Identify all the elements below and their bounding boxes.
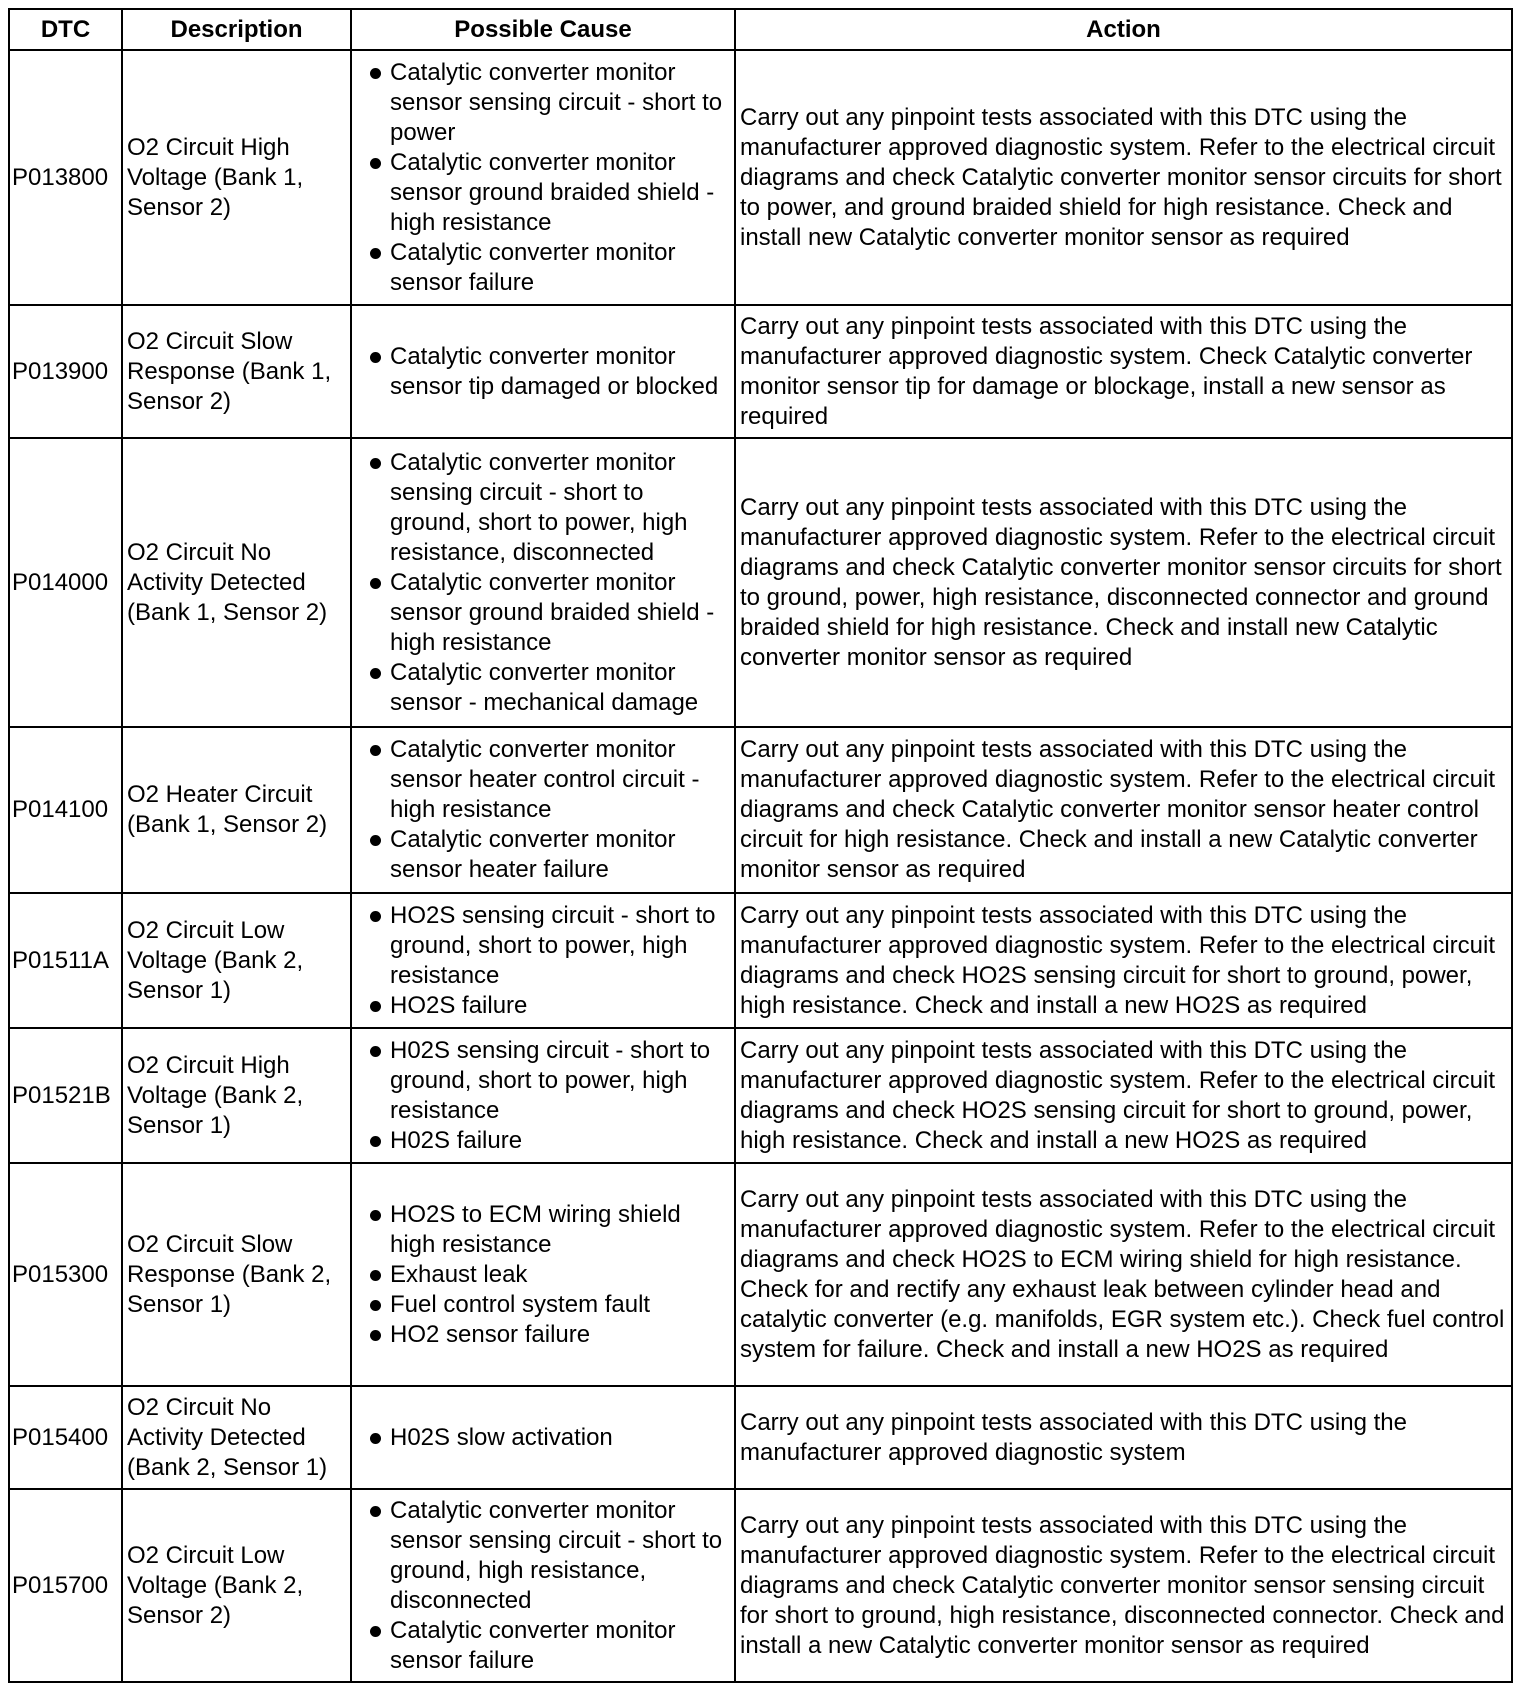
possible-causes <box>351 893 735 1028</box>
action-text: Carry out any pinpoint tests associated with this DTC using the manufacturer approved diagnostic system. Refer to the electrical circuit diagrams and check Catalytic converter monitor sensor circuits for short to power, and ground braided shield for high resistance. Check and install new Catalytic converter monitor sensor as required <box>735 50 1512 305</box>
dtc-table <box>8 8 1513 1683</box>
header-dtc: DTC <box>9 9 122 50</box>
cause-list <box>356 1200 730 1350</box>
cause-list <box>356 901 730 1021</box>
dtc-code: P015400 <box>9 1386 122 1489</box>
cause-list <box>356 1036 730 1156</box>
cause-item: Catalytic converter monitor sensor ground braided shield - high resistance <box>356 148 730 238</box>
action-text: Carry out any pinpoint tests associated with this DTC using the manufacturer approved diagnostic system. Refer to the electrical circuit diagrams and check Catalytic converter monitor sensor heater control circuit for high resistance. Check and install a new Catalytic converter monitor sensor as required <box>735 727 1512 893</box>
cause-list <box>356 735 730 885</box>
header-possible-cause: Possible Cause <box>351 9 735 50</box>
cause-item: H02S slow activation <box>356 1423 730 1453</box>
cause-item: Catalytic converter monitor sensor ground braided shield - high resistance <box>356 568 730 658</box>
dtc-description: O2 Circuit Slow Response (Bank 2, Sensor 1) <box>122 1163 351 1386</box>
cause-item: HO2S sensing circuit - short to ground, short to power, high resistance <box>356 901 730 991</box>
possible-causes <box>351 305 735 438</box>
dtc-code: P013900 <box>9 305 122 438</box>
dtc-code: P01511A <box>9 893 122 1028</box>
table-row <box>9 50 1512 305</box>
table-row <box>9 1163 1512 1386</box>
dtc-description: O2 Circuit High Voltage (Bank 2, Sensor 1) <box>122 1028 351 1163</box>
cause-list <box>356 342 730 402</box>
action-text: Carry out any pinpoint tests associated with this DTC using the manufacturer approved diagnostic system. Refer to the electrical circuit diagrams and check HO2S to ECM wiring shield for high resistance. Check for and rectify any exhaust leak between cylinder head and catalytic converter (e.g. manifolds, EGR system etc.). Check fuel control system for failure. Check and install a new HO2S as required <box>735 1163 1512 1386</box>
cause-item: H02S failure <box>356 1126 730 1156</box>
cause-item: HO2 sensor failure <box>356 1320 730 1350</box>
cause-list <box>356 448 730 718</box>
possible-causes <box>351 1386 735 1489</box>
dtc-description: O2 Circuit No Activity Detected (Bank 2, Sensor 1) <box>122 1386 351 1489</box>
header-action: Action <box>735 9 1512 50</box>
table-row <box>9 305 1512 438</box>
cause-item: Exhaust leak <box>356 1260 730 1290</box>
table-row <box>9 438 1512 727</box>
possible-causes <box>351 438 735 727</box>
cause-list <box>356 58 730 298</box>
cause-item: HO2S to ECM wiring shield high resistance <box>356 1200 730 1260</box>
dtc-code: P015300 <box>9 1163 122 1386</box>
possible-causes <box>351 50 735 305</box>
action-text: Carry out any pinpoint tests associated with this DTC using the manufacturer approved diagnostic system. Refer to the electrical circuit diagrams and check HO2S sensing circuit for short to ground, power, high resistance. Check and install a new HO2S as required <box>735 893 1512 1028</box>
action-text: Carry out any pinpoint tests associated with this DTC using the manufacturer approved diagnostic system <box>735 1386 1512 1489</box>
cause-list <box>356 1496 730 1676</box>
cause-item: Catalytic converter monitor sensor heater failure <box>356 825 730 885</box>
cause-item: Catalytic converter monitor sensor sensing circuit - short to power <box>356 58 730 148</box>
action-text: Carry out any pinpoint tests associated with this DTC using the manufacturer approved diagnostic system. Check Catalytic converter monitor sensor tip for damage or blockage, install a new sensor as required <box>735 305 1512 438</box>
table-row <box>9 727 1512 893</box>
dtc-code: P01521B <box>9 1028 122 1163</box>
action-text: Carry out any pinpoint tests associated with this DTC using the manufacturer approved diagnostic system. Refer to the electrical circuit diagrams and check HO2S sensing circuit for short to ground, power, high resistance. Check and install a new HO2S as required <box>735 1028 1512 1163</box>
cause-item: Fuel control system fault <box>356 1290 730 1320</box>
cause-item: Catalytic converter monitor sensor failure <box>356 238 730 298</box>
dtc-code: P014000 <box>9 438 122 727</box>
header-description: Description <box>122 9 351 50</box>
table-row <box>9 1028 1512 1163</box>
cause-item: Catalytic converter monitor sensor tip damaged or blocked <box>356 342 730 402</box>
possible-causes <box>351 727 735 893</box>
cause-item: H02S sensing circuit - short to ground, short to power, high resistance <box>356 1036 730 1126</box>
cause-item: HO2S failure <box>356 991 730 1021</box>
dtc-description: O2 Circuit High Voltage (Bank 1, Sensor 2) <box>122 50 351 305</box>
possible-causes <box>351 1028 735 1163</box>
dtc-description: O2 Heater Circuit (Bank 1, Sensor 2) <box>122 727 351 893</box>
action-text: Carry out any pinpoint tests associated with this DTC using the manufacturer approved diagnostic system. Refer to the electrical circuit diagrams and check Catalytic converter monitor sensor sensing circuit for short to ground, high resistance, disconnected connector. Check and install a new Catalytic converter monitor sensor as required <box>735 1489 1512 1682</box>
dtc-description: O2 Circuit Low Voltage (Bank 2, Sensor 1) <box>122 893 351 1028</box>
action-text: Carry out any pinpoint tests associated with this DTC using the manufacturer approved diagnostic system. Refer to the electrical circuit diagrams and check Catalytic converter monitor sensor circuits for short to ground, power, high resistance, disconnected connector and ground braided shield for high resistance. Check and install new Catalytic converter monitor sensor as required <box>735 438 1512 727</box>
cause-item: Catalytic converter monitor sensor - mechanical damage <box>356 658 730 718</box>
dtc-description: O2 Circuit Low Voltage (Bank 2, Sensor 2) <box>122 1489 351 1682</box>
possible-causes <box>351 1163 735 1386</box>
cause-list <box>356 1423 730 1453</box>
table-row <box>9 893 1512 1028</box>
table-row <box>9 1489 1512 1682</box>
table-body <box>9 50 1512 1682</box>
dtc-description: O2 Circuit Slow Response (Bank 1, Sensor 2) <box>122 305 351 438</box>
header-row <box>9 9 1512 50</box>
cause-item: Catalytic converter monitor sensing circuit - short to ground, short to power, high resistance, disconnected <box>356 448 730 568</box>
cause-item: Catalytic converter monitor sensor failure <box>356 1616 730 1676</box>
table-row <box>9 1386 1512 1489</box>
dtc-code: P013800 <box>9 50 122 305</box>
cause-item: Catalytic converter monitor sensor sensing circuit - short to ground, high resistance, disconnected <box>356 1496 730 1616</box>
cause-item: Catalytic converter monitor sensor heater control circuit - high resistance <box>356 735 730 825</box>
dtc-description: O2 Circuit No Activity Detected (Bank 1, Sensor 2) <box>122 438 351 727</box>
possible-causes <box>351 1489 735 1682</box>
dtc-code: P015700 <box>9 1489 122 1682</box>
dtc-code: P014100 <box>9 727 122 893</box>
